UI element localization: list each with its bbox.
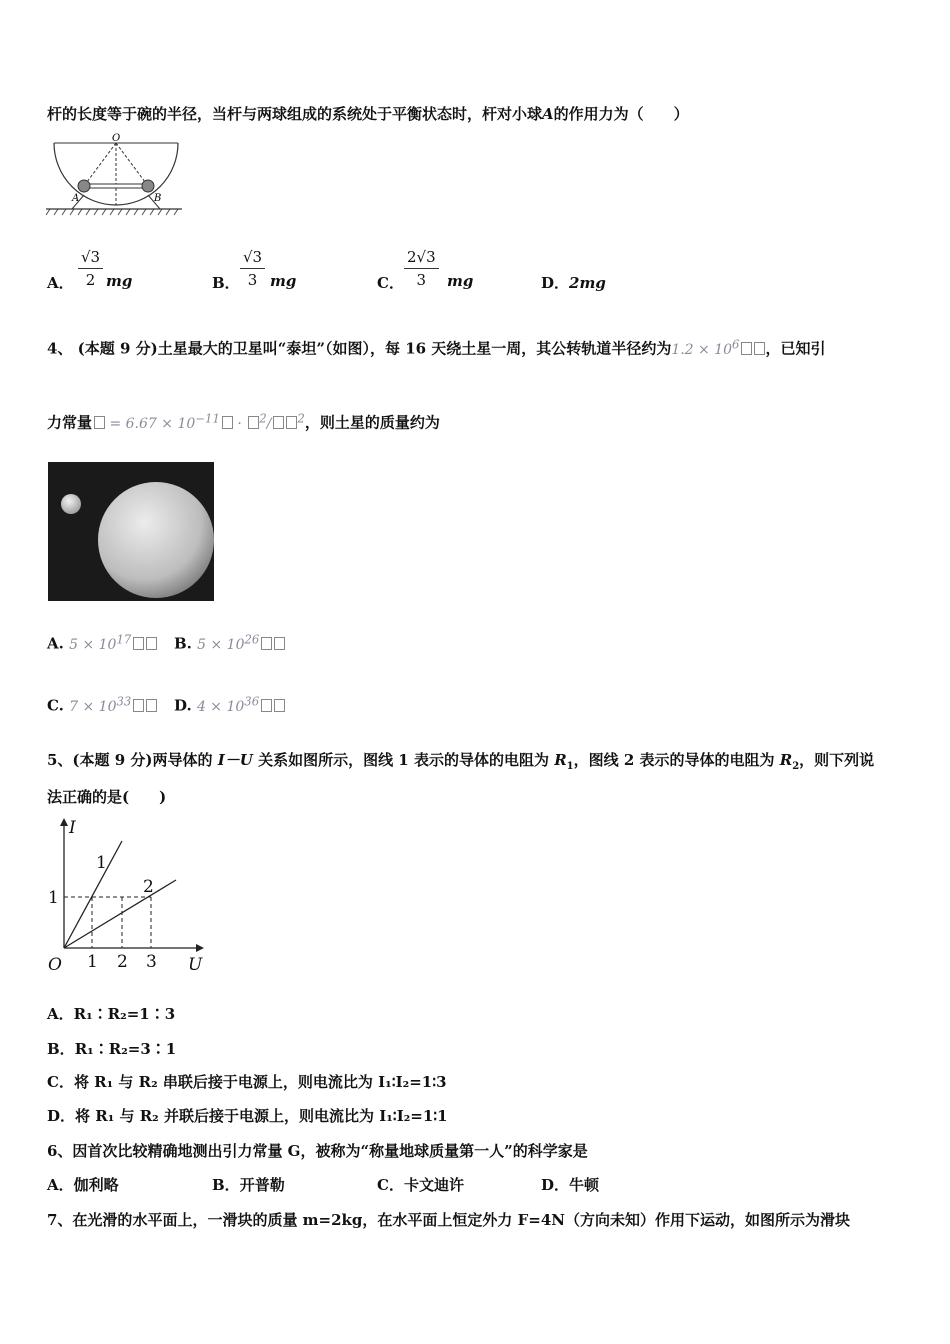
q3-option-b-fraction: $\frac{√3}{3}$ [240, 248, 265, 289]
i-axis-arrow [60, 818, 68, 826]
q5-stem-line1: 5、(本题 9 分)两导体的 I－U 关系如图所示，图线 1 表示的导体的电阻为 $R_1$，图线 2 表示的导体的电阻为 $R_2$，则下列说 [47, 751, 875, 772]
graph-line-2 [64, 880, 176, 948]
u-axis-arrow [196, 944, 204, 952]
graph-line-1 [64, 841, 122, 948]
q5-option-d[interactable]: D．将 R₁ 与 R₂ 并联后接于电源上，则电流比为 I₁∶I₂=1∶1 [47, 1107, 448, 1125]
q6-option-b[interactable]: B．开普勒 [212, 1176, 285, 1194]
ball-a [78, 180, 90, 192]
radius-line-b [116, 143, 148, 186]
q3-option-b-unit: mg [270, 272, 297, 290]
q3-option-a-fraction: $\frac{√3}{2}$ [78, 248, 103, 289]
rod [84, 184, 148, 188]
q3-option-d[interactable]: D．2mg [541, 274, 606, 292]
q6-stem: 6、因首次比较精确地测出引力常量 G，被称为“称量地球质量第一人”的科学家是 [47, 1142, 588, 1160]
q6-option-a[interactable]: A．伽利略 [47, 1176, 119, 1194]
q5-option-c[interactable]: C．将 R₁ 与 R₂ 串联后接于电源上，则电流比为 I₁∶I₂=1∶3 [47, 1073, 447, 1091]
q6-option-d[interactable]: D．牛顿 [541, 1176, 600, 1194]
q3-option-a-letter[interactable]: A． [47, 274, 74, 292]
label-line-1: 1 [96, 853, 107, 873]
tick-y-1: 1 [48, 888, 59, 908]
q7-stem: 7、在光滑的水平面上，一滑块的质量 m=2kg，在水平面上恒定外力 F=4N（方向未知）作用下运动，如图所示为滑块 [47, 1211, 851, 1229]
q5-option-b[interactable]: B．R₁∶R₂=3∶1 [47, 1040, 177, 1058]
tick-x-1: 1 [87, 952, 98, 972]
q4-option-d[interactable]: D. $4 \times 10^{36}$ [174, 694, 285, 715]
gravitational-constant-formula: = $6.67 \times 10^{-11} \cdot ^2/$ $^2$ [92, 416, 305, 432]
planet [98, 482, 214, 598]
tick-x-3: 3 [146, 952, 157, 972]
bowl-figure [44, 133, 184, 217]
orbit-radius-formula: $1.2 \times 10^6$ [671, 342, 765, 358]
tick-x-2: 2 [117, 952, 128, 972]
q6-option-c[interactable]: C．卡文迪许 [377, 1176, 464, 1194]
q3-option-b-letter[interactable]: B． [212, 274, 240, 292]
label-b: B [154, 193, 162, 204]
ground-hatching [46, 209, 178, 215]
moon [61, 494, 81, 514]
label-i: I [69, 818, 76, 838]
label-line-2: 2 [143, 877, 154, 897]
q4-option-a[interactable]: A. $5 \times 10^{17}$ [47, 632, 157, 653]
iu-chart [42, 814, 214, 974]
q4-option-c[interactable]: C. $7 \times 10^{33}$ [47, 694, 157, 715]
ball-b [142, 180, 154, 192]
q3-option-a-unit: mg [106, 272, 133, 290]
label-u: U [188, 955, 203, 974]
q3-option-c-letter[interactable]: C． [377, 274, 404, 292]
label-o: O [48, 955, 62, 974]
q4-option-b[interactable]: B. $5 \times 10^{26}$ [174, 632, 285, 653]
q5-option-a[interactable]: A．R₁∶R₂=1∶3 [47, 1005, 176, 1023]
q5-stem-line2: 法正确的是( ) [47, 788, 167, 806]
q4-stem-line2: 力常量 = $6.67 \times 10^{-11} \cdot ^2/$ $^2$，则土星的质量约为 [47, 411, 440, 432]
label-a: A [72, 193, 80, 204]
q3-option-c-fraction: $\frac{2√3}{3}$ [404, 248, 439, 289]
q4-stem-line1: 4、 (本题 9 分)土星最大的卫星叫“泰坦”（如图），每 16 天绕土星一周，其公转轨道半径约为$1.2 \times 10^6$ ，已知引 [47, 337, 826, 358]
saturn-titan-photo [48, 462, 214, 601]
label-o: O [112, 133, 121, 144]
q3-option-c-unit: mg [447, 272, 474, 290]
radius-line-a [84, 143, 116, 186]
q3-stem: 杆的长度等于碗的半径，当杆与两球组成的系统处于平衡状态时，杆对小球A的作用力为（ ） [47, 105, 689, 123]
